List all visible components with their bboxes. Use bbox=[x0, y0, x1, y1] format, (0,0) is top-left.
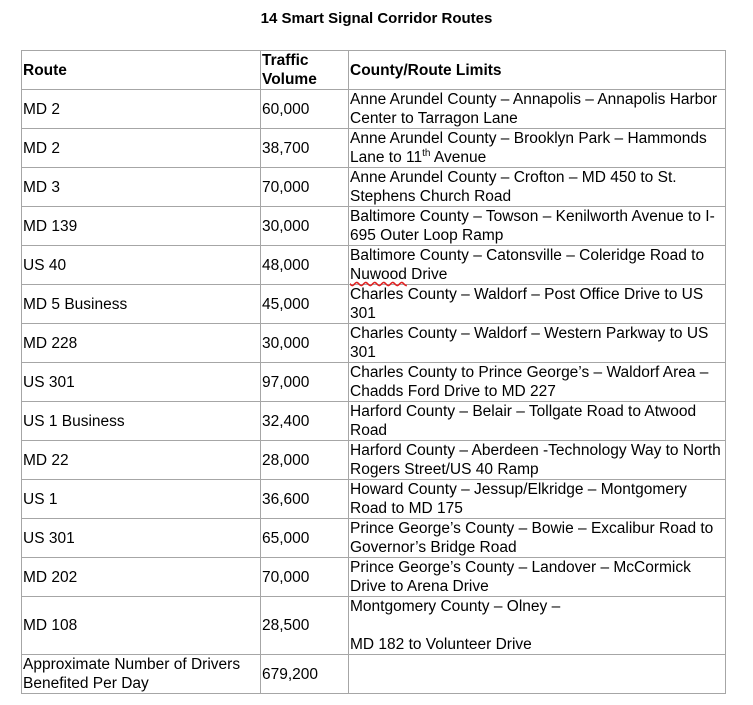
table-row bbox=[22, 168, 726, 207]
limits-text: Avenue bbox=[430, 149, 487, 166]
volume-cell: 70,000 bbox=[261, 168, 349, 207]
total-row bbox=[22, 655, 726, 694]
total-label-cell: Approximate Number of Drivers Benefited Per Day bbox=[22, 655, 261, 694]
route-cell: MD 5 Business bbox=[22, 285, 261, 324]
header-county-route-limits: County/Route Limits bbox=[349, 51, 726, 90]
table-row bbox=[22, 285, 726, 324]
table-row bbox=[22, 402, 726, 441]
volume-cell: 97,000 bbox=[261, 363, 349, 402]
ordinal-suffix: th bbox=[422, 147, 431, 159]
limits-cell: Harford County – Belair – Tollgate Road to Atwood Road bbox=[349, 402, 726, 441]
blank-line bbox=[350, 616, 724, 635]
limits-cell: Anne Arundel County – Annapolis – Annapolis Harbor Center to Tarragon Lane bbox=[349, 90, 726, 129]
table-row bbox=[22, 129, 726, 168]
limits-text: Anne Arundel County – Brooklyn Park – Hammonds Lane to 11 bbox=[350, 130, 707, 166]
volume-cell: 28,500 bbox=[261, 597, 349, 655]
volume-cell: 28,000 bbox=[261, 441, 349, 480]
volume-cell: 60,000 bbox=[261, 90, 349, 129]
spellcheck-marked-word: Nuwood bbox=[350, 266, 407, 283]
limits-line: Montgomery County – Olney – bbox=[350, 598, 561, 615]
table-row bbox=[22, 363, 726, 402]
route-cell: MD 228 bbox=[22, 324, 261, 363]
route-cell: US 40 bbox=[22, 246, 261, 285]
limits-line: MD 182 to Volunteer Drive bbox=[350, 636, 532, 653]
table-row bbox=[22, 90, 726, 129]
volume-cell: 65,000 bbox=[261, 519, 349, 558]
limits-cell: Prince George’s County – Bowie – Excalibur Road to Governor’s Bridge Road bbox=[349, 519, 726, 558]
table-row bbox=[22, 480, 726, 519]
table-row bbox=[22, 597, 726, 655]
route-cell: MD 202 bbox=[22, 558, 261, 597]
limits-cell: Baltimore County – Towson – Kenilworth Avenue to I-695 Outer Loop Ramp bbox=[349, 207, 726, 246]
route-cell: MD 108 bbox=[22, 597, 261, 655]
volume-cell: 36,600 bbox=[261, 480, 349, 519]
limits-cell bbox=[349, 597, 726, 655]
limits-cell: Anne Arundel County – Crofton – MD 450 to St. Stephens Church Road bbox=[349, 168, 726, 207]
volume-cell: 70,000 bbox=[261, 558, 349, 597]
table-row bbox=[22, 441, 726, 480]
limits-cell bbox=[349, 246, 726, 285]
route-cell: MD 3 bbox=[22, 168, 261, 207]
limits-cell: Charles County to Prince George’s – Waldorf Area – Chadds Ford Drive to MD 227 bbox=[349, 363, 726, 402]
header-route: Route bbox=[22, 51, 261, 90]
route-cell: US 301 bbox=[22, 519, 261, 558]
table-header-row bbox=[22, 51, 726, 90]
route-cell: US 1 bbox=[22, 480, 261, 519]
volume-cell: 30,000 bbox=[261, 207, 349, 246]
route-cell: US 1 Business bbox=[22, 402, 261, 441]
limits-cell: Harford County – Aberdeen -Technology Way to North Rogers Street/US 40 Ramp bbox=[349, 441, 726, 480]
limits-cell bbox=[349, 129, 726, 168]
total-limits-cell bbox=[349, 655, 726, 694]
route-cell: MD 22 bbox=[22, 441, 261, 480]
table-row bbox=[22, 558, 726, 597]
limits-cell: Howard County – Jessup/Elkridge – Montgomery Road to MD 175 bbox=[349, 480, 726, 519]
corridor-routes-table bbox=[21, 50, 726, 694]
route-cell: MD 139 bbox=[22, 207, 261, 246]
limits-cell: Charles County – Waldorf – Western Parkway to US 301 bbox=[349, 324, 726, 363]
route-cell: MD 2 bbox=[22, 129, 261, 168]
limits-text: Baltimore County – Catonsville – Coleridge Road to bbox=[350, 247, 705, 264]
volume-cell: 45,000 bbox=[261, 285, 349, 324]
limits-cell: Prince George’s County – Landover – McCormick Drive to Arena Drive bbox=[349, 558, 726, 597]
table-row bbox=[22, 324, 726, 363]
volume-cell: 38,700 bbox=[261, 129, 349, 168]
limits-text: Drive bbox=[406, 266, 448, 283]
table-row bbox=[22, 519, 726, 558]
volume-cell: 48,000 bbox=[261, 246, 349, 285]
header-traffic-volume: Traffic Volume bbox=[261, 51, 349, 90]
total-value-cell: 679,200 bbox=[261, 655, 349, 694]
limits-cell: Charles County – Waldorf – Post Office Drive to US 301 bbox=[349, 285, 726, 324]
volume-cell: 32,400 bbox=[261, 402, 349, 441]
route-cell: US 301 bbox=[22, 363, 261, 402]
table-row bbox=[22, 207, 726, 246]
volume-cell: 30,000 bbox=[261, 324, 349, 363]
document-title: 14 Smart Signal Corridor Routes bbox=[260, 10, 493, 27]
route-cell: MD 2 bbox=[22, 90, 261, 129]
table-row bbox=[22, 246, 726, 285]
